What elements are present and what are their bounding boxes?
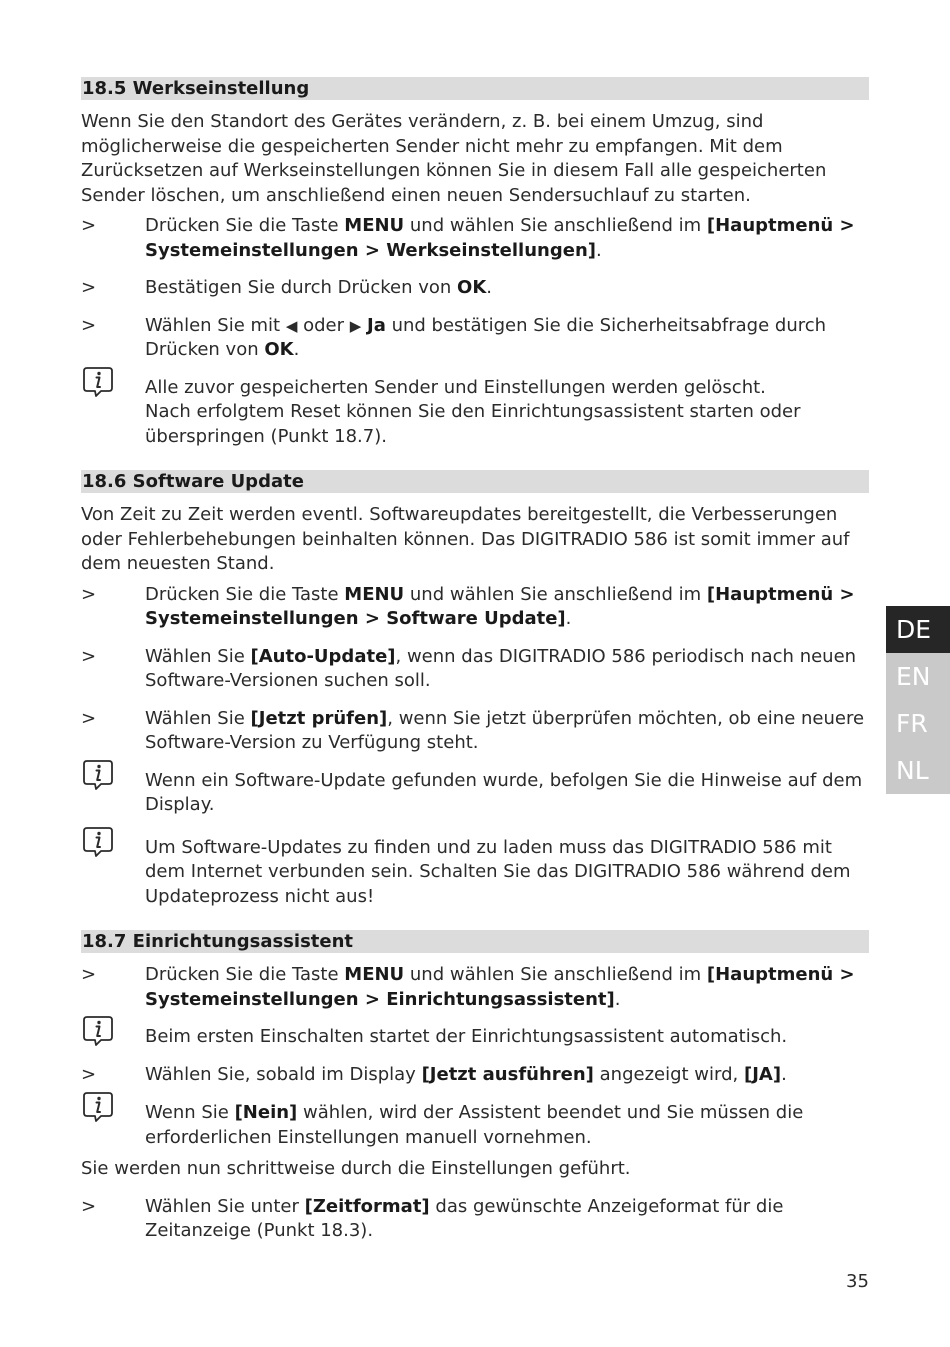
instruction-step: > Wählen Sie mit ◀ oder ▶ Ja und bestätigen Sie die Sicherheitsabfrage durch Drücken von OK. (81, 314, 827, 360)
language-tab-fr[interactable]: FR (886, 700, 950, 747)
step-marker: > (81, 277, 97, 298)
step-marker: > (81, 1195, 97, 1217)
instruction-step: > Wählen Sie, sobald im Display [Jetzt ausführen] angezeigt wird, [JA]. (81, 1063, 869, 1088)
info-note-icon (81, 1014, 115, 1048)
step-marker: > (81, 645, 97, 667)
section-heading-18-6: 18.6 Software Update (81, 470, 869, 493)
step-marker: > (81, 964, 97, 985)
page-content (81, 77, 869, 1244)
language-tab-de[interactable]: DE (886, 606, 950, 653)
section-intro: Wenn Sie den Standort des Gerätes verändern, z. B. bei einem Umzug, sind möglicherweise die gespeicherten Sender nicht mehr zu empfangen. Mit dem Zurücksetzen auf Werkseinstellungen können Sie in diesem Fall alle gespeicherten Sender löschen, um anschließend einen neuen Sendersuchlauf zu starten. (81, 111, 827, 206)
instruction-step: > Bestätigen Sie durch Drücken von OK. (81, 276, 869, 301)
info-note-icon (81, 825, 115, 859)
step-marker: > (81, 314, 97, 336)
language-tab-nl[interactable]: NL (886, 747, 950, 794)
language-tabs (886, 606, 950, 794)
info-note: Alle zuvor gespeicherten Sender und Einstellungen werden gelöscht. Nach erfolgtem Reset können Sie den Einrichtungsassistent starten oder überspringen (Punkt 18.7). (81, 366, 869, 450)
section-heading-18-7: 18.7 Einrichtungsassistent (81, 930, 869, 953)
step-marker: > (81, 215, 97, 236)
right-arrow-icon: ▶ (349, 316, 362, 335)
instruction-step: > Wählen Sie [Auto-Update], wenn das DIGITRADIO 586 periodisch nach neuen Software-Versionen suchen soll. (81, 645, 857, 691)
section-intro: Von Zeit zu Zeit werden eventl. Softwareupdates bereitgestellt, die Verbesserungen oder Fehlerbehebungen beinhalten können. Das DIGITRADIO 586 ist somit immer auf dem neuesten Stand. (81, 504, 850, 574)
step-marker: > (81, 1063, 97, 1085)
page-number: 35 (846, 1271, 869, 1292)
section-heading-18-5: 18.5 Werkseinstellung (81, 77, 869, 100)
instruction-step: > Wählen Sie unter [Zeitformat] das gewünschte Anzeigeformat für die Zeitanzeige (Punkt 18.3). (81, 1195, 784, 1241)
info-note: Wenn ein Software-Update gefunden wurde, befolgen Sie die Hinweise auf dem Display. (81, 759, 869, 818)
info-note: Um Software-Updates zu finden und zu laden muss das DIGITRADIO 586 mit dem Internet verbunden sein. Schalten Sie das DIGITRADIO 586 während dem Updateprozess nicht aus! (81, 826, 869, 910)
instruction-step: > Drücken Sie die Taste MENU und wählen Sie anschließend im [Hauptmenü > Systemeinstellungen > Einrichtungsassistent]. (81, 964, 855, 1010)
step-marker: > (81, 583, 97, 605)
info-note: Beim ersten Einschalten startet der Einrichtungsassistent automatisch. (81, 1015, 869, 1050)
instruction-step: > Wählen Sie [Jetzt prüfen], wenn Sie jetzt überprüfen möchten, ob eine neuere Software-Version zu Verfügung steht. (81, 707, 865, 753)
language-tab-en[interactable]: EN (886, 653, 950, 700)
step-marker: > (81, 707, 97, 729)
info-note: Wenn Sie [Nein] wählen, wird der Assistent beendet und Sie müssen die erforderlichen Einstellungen manuell vornehmen. (81, 1091, 869, 1150)
left-arrow-icon: ◀ (285, 316, 298, 335)
info-note-icon (81, 758, 115, 792)
info-note-icon (81, 365, 115, 399)
body-paragraph: Sie werden nun schrittweise durch die Einstellungen geführt. (81, 1158, 631, 1179)
instruction-step: > Drücken Sie die Taste MENU und wählen Sie anschließend im [Hauptmenü > Systemeinstellungen > Werkseinstellungen]. (81, 215, 855, 261)
info-note-icon (81, 1090, 115, 1124)
instruction-step: > Drücken Sie die Taste MENU und wählen Sie anschließend im [Hauptmenü > Systemeinstellungen > Software Update]. (81, 583, 855, 629)
